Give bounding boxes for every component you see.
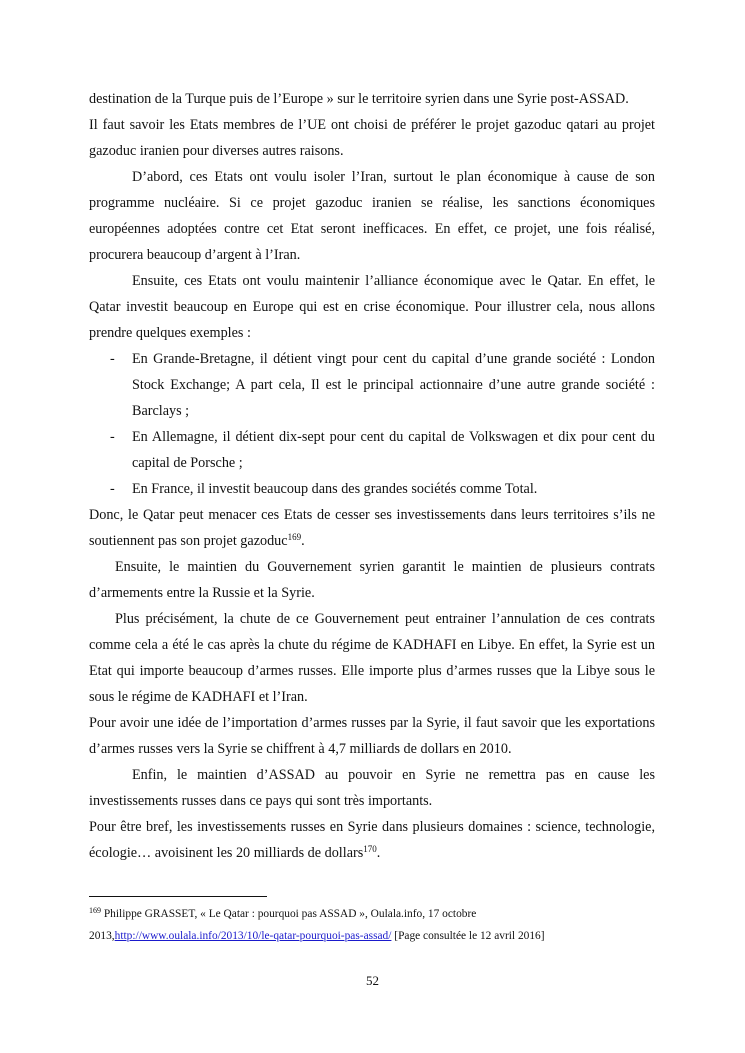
paragraph-isolate-iran: D’abord, ces Etats ont voulu isoler l’Iran, surtout le plan économique à cause de son programme nucléaire. Si ce projet gazoduc iranien se réalise, les sanctions économiques européennes adoptées contre cet Etat seront inefficaces. En effet, ce projet, une fois réalisé, procurera beaucoup d’argent à l’Iran. bbox=[89, 169, 655, 263]
footnote-consulted-date: [Page consultée le 12 avril 2016] bbox=[391, 930, 545, 942]
page-number: 52 bbox=[366, 973, 379, 988]
paragraph-text-end: . bbox=[301, 533, 305, 549]
paragraph-arms-figures: Pour avoir une idée de l’importation d’armes russes par la Syrie, il faut savoir que les exportations d’armes russes vers la Syrie se chiffrent à 4,7 milliards de dollars en 2010. bbox=[89, 715, 655, 757]
paragraph-eu-choice: Il faut savoir les Etats membres de l’UE ont choisi de préférer le projet gazoduc qatari au projet gazoduc iranien pour diverses autres raisons. bbox=[89, 117, 655, 159]
paragraph-text: Pour être bref, les investissements russes en Syrie dans plusieurs domaines : science, technologie, écologie… avoisinent les 20 milliards de dollars bbox=[89, 819, 655, 861]
bullet-dash: - bbox=[110, 481, 115, 497]
list-item-text: En Allemagne, il détient dix-sept pour cent du capital de Volkswagen et dix pour cent du capital de Porsche ; bbox=[132, 429, 655, 471]
footnote-169 bbox=[89, 903, 655, 947]
paragraph-qatar-alliance: Ensuite, ces Etats ont voulu maintenir l’alliance économique avec le Qatar. En effet, le Qatar investit beaucoup en Europe qui est en crise économique. Pour illustrer cela, nous allons prendre quelques exemples : bbox=[89, 273, 655, 341]
paragraph-russian-investments: Enfin, le maintien d’ASSAD au pouvoir en Syrie ne remettra pas en cause les investissements russes dans ce pays qui sont très importants. bbox=[89, 767, 655, 809]
footnote-link[interactable]: http://www.oulala.info/2013/10/le-qatar-pourquoi-pas-assad/ bbox=[114, 930, 392, 942]
list-item bbox=[89, 424, 655, 476]
list-item bbox=[89, 476, 655, 502]
paragraph-qatar-threat bbox=[89, 502, 655, 554]
list-item-text: En Grande-Bretagne, il détient vingt pour cent du capital d’une grande société : London Stock Exchange; A part cela, Il est le principal actionnaire d’une autre grande société : Barclays ; bbox=[132, 351, 655, 419]
paragraph-text-end: . bbox=[376, 845, 381, 861]
list-item bbox=[89, 346, 655, 424]
bullet-dash: - bbox=[110, 351, 115, 367]
footnote-separator bbox=[89, 896, 267, 897]
bullet-dash: - bbox=[110, 429, 115, 445]
paragraph-investment-domains bbox=[89, 814, 655, 866]
paragraph-text: Donc, le Qatar peut menacer ces Etats de cesser ses investissements dans leurs territoires s’ils ne soutiennent pas son projet gazoduc bbox=[89, 507, 655, 549]
footnote-number: 169 bbox=[89, 906, 101, 915]
paragraph-arms-contracts: Ensuite, le maintien du Gouvernement syrien garantit le maintien de plusieurs contrats d’armements entre la Russie et la Syrie. bbox=[89, 559, 655, 601]
footnote-ref-169[interactable]: 169 bbox=[287, 532, 302, 542]
body-text bbox=[89, 86, 655, 866]
paragraph-continuation: destination de la Turque puis de l’Europe » sur le territoire syrien dans une Syrie post-ASSAD. bbox=[89, 91, 629, 107]
footnote-text: Philippe GRASSET, « Le Qatar : pourquoi pas ASSAD », Oulala.info, 17 octobre 2013, bbox=[89, 908, 477, 942]
investment-examples-list bbox=[89, 346, 655, 502]
paragraph-libya-precedent: Plus précisément, la chute de ce Gouvernement peut entrainer l’annulation de ces contrats comme cela a été le cas après la chute du régime de KADHAFI en Libye. En effet, la Syrie est un Etat qui importe beaucoup d’armes russes. Elle importe plus d’armes russes que la Libye sous le sous le régime de KADHAFI et l’Iran. bbox=[89, 611, 655, 705]
footnote-ref-170[interactable]: 170 bbox=[363, 844, 377, 854]
list-item-text: En France, il investit beaucoup dans des grandes sociétés comme Total. bbox=[132, 481, 538, 497]
